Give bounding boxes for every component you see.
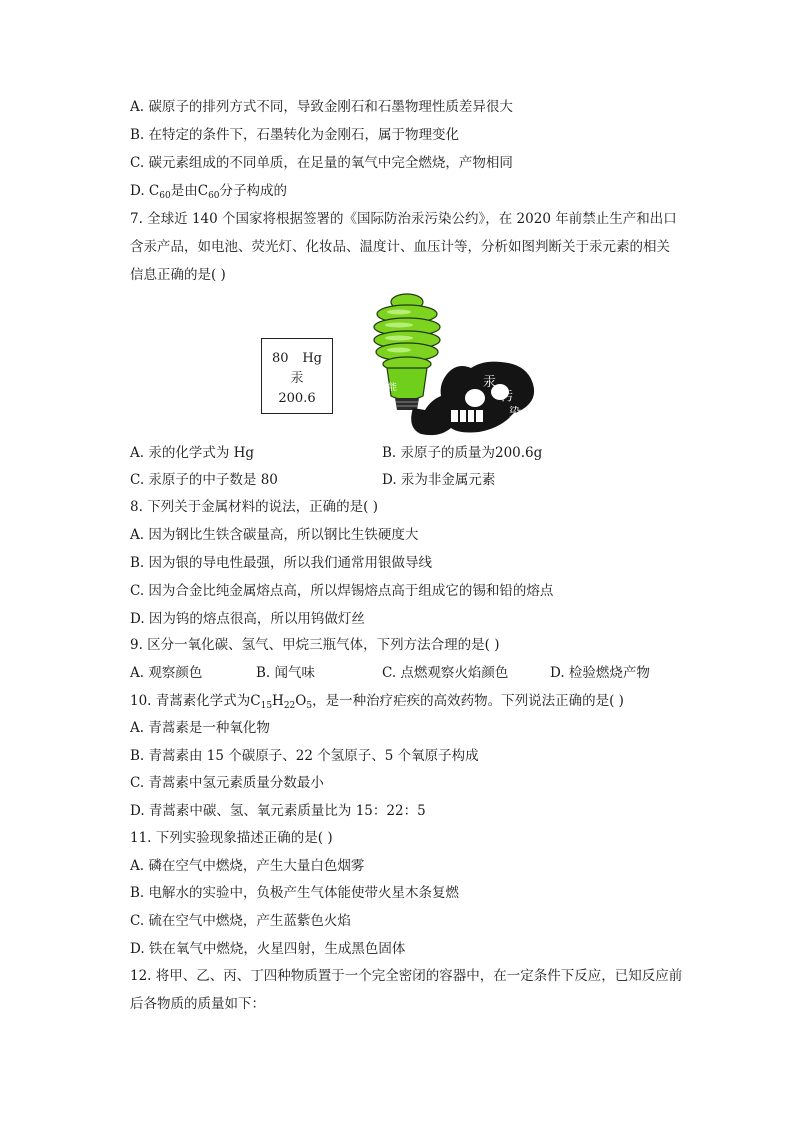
q7-option-a: A. 汞的化学式为 Hg bbox=[130, 445, 255, 461]
q9-stem: 9. 区分一氧化碳、氢气、甲烷三瓶气体，下列方法合理的是( ) bbox=[130, 637, 500, 653]
q7-option-b: B. 汞原子的质量为200.6g bbox=[382, 445, 543, 461]
q6-option-b: B. 在特定的条件下，石墨转化为金刚石，属于物理变化 bbox=[130, 127, 460, 143]
q7-stem-line3: 信息正确的是( ) bbox=[130, 267, 226, 283]
q7-stem-line1: 7. 全球近 140 个国家将根据签署的《国际防治汞污染公约》，在 2020 年前禁止生产和出口 bbox=[130, 211, 677, 227]
smoke-char-1: 汞 bbox=[483, 375, 497, 390]
element-name: 汞 bbox=[290, 371, 304, 386]
q10-stem: 10. 青蒿素化学式为$C_{15}H_{22}O_5$，是一种治疗疟疾的高效药物。下列说法正确的是( ) bbox=[130, 693, 624, 711]
q12-stem-line1: 12. 将甲、乙、丙、丁四种物质置于一个完全密闭的容器中，在一定条件下反应，已知反应前 bbox=[130, 968, 683, 984]
q7-stem-line2: 含汞产品，如电池、荧光灯、化妆品、温度计、血压计等，分析如图判断关于汞元素的相关 bbox=[130, 239, 670, 255]
q9-option-b: B. 闻气味 bbox=[256, 665, 316, 681]
bulb-label: 节能 bbox=[379, 383, 398, 393]
element-symbol: Hg bbox=[302, 351, 322, 366]
q9-option-c: C. 点燃观察火焰颜色 bbox=[382, 665, 509, 681]
atomic-mass: 200.6 bbox=[278, 391, 316, 406]
q10-option-d: D. 青蒿素中碳、氢、氧元素质量比为 15：22：5 bbox=[130, 803, 426, 819]
q8-option-a: A. 因为钢比生铁含碳量高，所以钢比生铁硬度大 bbox=[130, 527, 419, 543]
q7-option-d: D. 汞为非金属元素 bbox=[382, 472, 496, 488]
bulb-spiral-icon bbox=[374, 294, 440, 371]
q6-option-d: D. $C_{60}$是由$C_{60}$分子构成的 bbox=[130, 183, 288, 201]
atomic-number: 80 bbox=[272, 351, 289, 366]
q12-stem-line2: 后各物质的质量如下： bbox=[130, 996, 265, 1012]
q9-option-a: A. 观察颜色 bbox=[130, 665, 203, 681]
q11-option-d: D. 铁在氧气中燃烧，火星四射，生成黑色固体 bbox=[130, 941, 406, 957]
element-card-mercury bbox=[261, 338, 333, 414]
q11-option-b: B. 电解水的实验中，负极产生气体能使带火星木条复燃 bbox=[130, 885, 460, 901]
q6-option-c: C. 碳元素组成的不同单质，在足量的氧气中完全燃烧，产物相同 bbox=[130, 155, 513, 171]
q8-option-d: D. 因为钨的熔点很高，所以用钨做灯丝 bbox=[130, 611, 365, 627]
energy-saving-bulb-pollution-illustration bbox=[355, 288, 545, 438]
q10-option-a: A. 青蒿素是一种氧化物 bbox=[130, 720, 270, 736]
q8-stem: 8. 下列关于金属材料的说法，正确的是( ) bbox=[130, 499, 378, 515]
q11-option-c: C. 硫在空气中燃烧，产生蓝紫色火焰 bbox=[130, 913, 351, 929]
q6-option-a: A. 碳原子的排列方式不同，导致金刚石和石墨物理性质差异很大 bbox=[130, 99, 513, 115]
q10-option-c: C. 青蒿素中氢元素质量分数最小 bbox=[130, 775, 324, 791]
q7-option-c: C. 汞原子的中子数是 80 bbox=[130, 472, 278, 488]
smoke-char-2: 污 bbox=[501, 389, 514, 403]
q11-option-a: A. 磷在空气中燃烧，产生大量白色烟雾 bbox=[130, 858, 365, 874]
q10-option-b: B. 青蒿素由 15 个碳原子、22 个氢原子、5 个氧原子构成 bbox=[130, 748, 479, 764]
smoke-char-3: 染 bbox=[509, 405, 522, 419]
skull-pollution-icon bbox=[411, 362, 534, 436]
q9-option-d: D. 检验燃烧产物 bbox=[550, 665, 650, 681]
q11-stem: 11. 下列实验现象描述正确的是( ) bbox=[130, 830, 333, 846]
q8-option-b: B. 因为银的导电性最强，所以我们通常用银做导线 bbox=[130, 555, 433, 571]
q8-option-c: C. 因为合金比纯金属熔点高，所以焊锡熔点高于组成它的锡和铅的熔点 bbox=[130, 583, 554, 599]
